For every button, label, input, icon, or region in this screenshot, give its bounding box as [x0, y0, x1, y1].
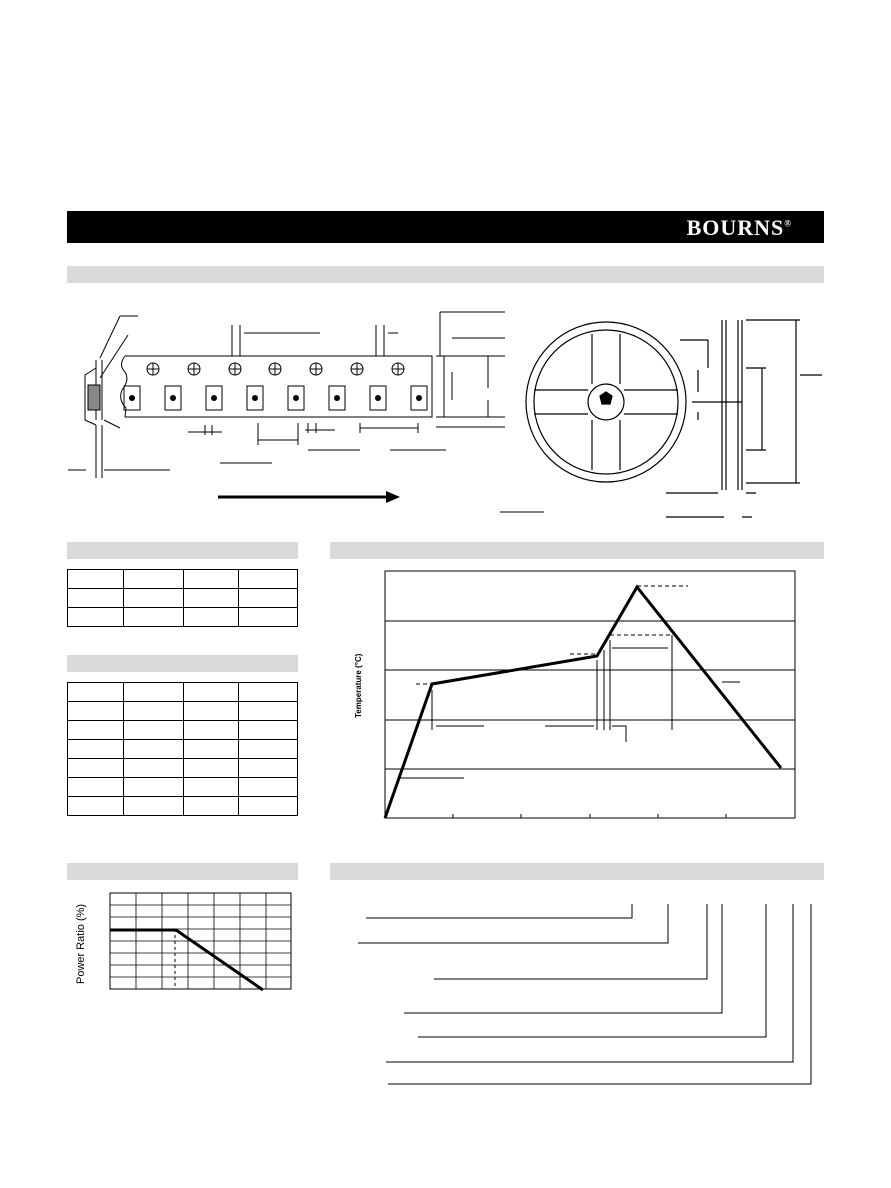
- profile-ylabel: Temperature (°C): [354, 653, 363, 718]
- bourns-logo: BOURNS®: [686, 215, 792, 240]
- derating-ylabel: Power Ratio (%): [75, 903, 87, 984]
